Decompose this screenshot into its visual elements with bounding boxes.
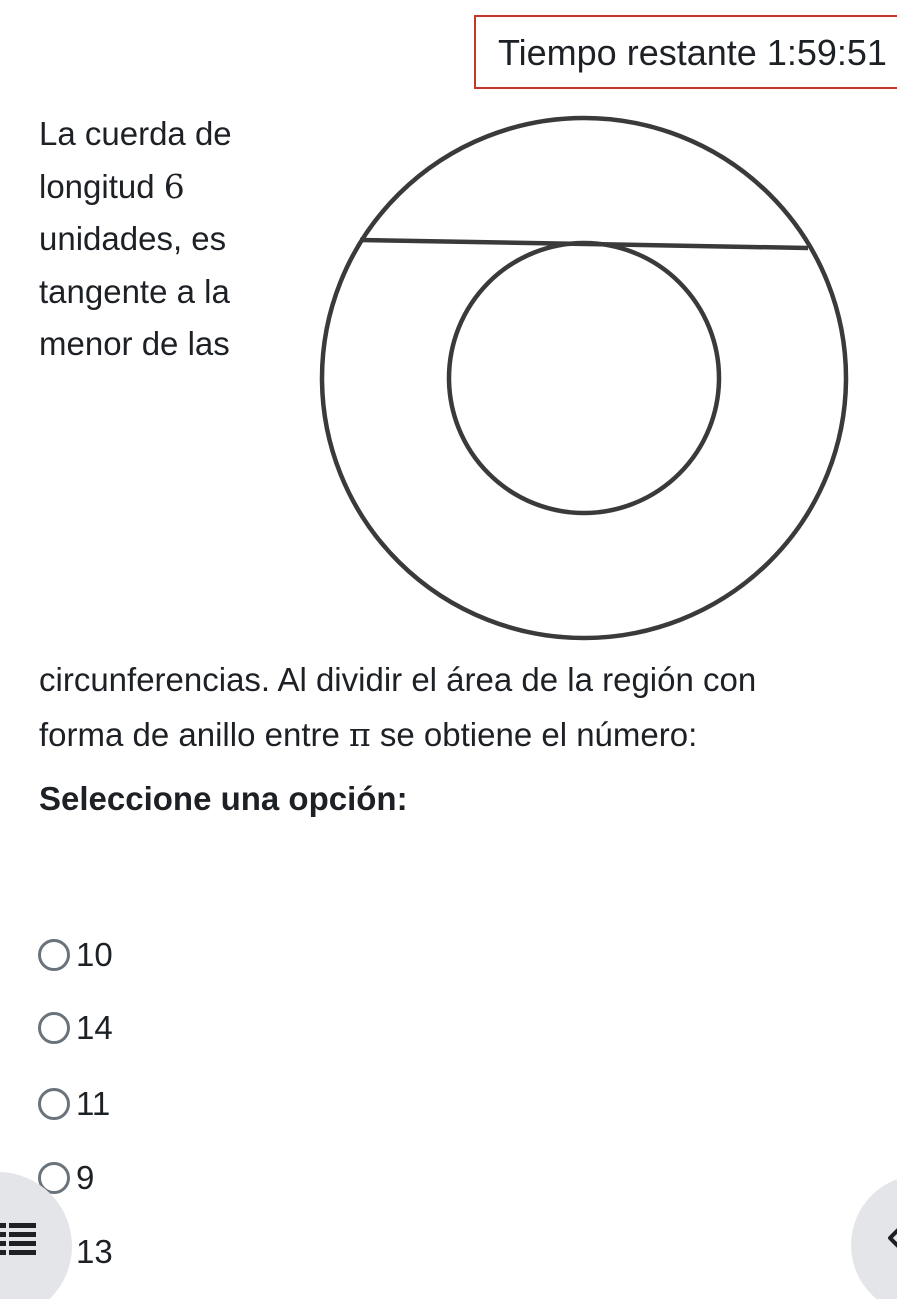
option-14[interactable] bbox=[38, 1008, 113, 1048]
time-remaining-box bbox=[474, 15, 897, 89]
question-line: unidades, es bbox=[39, 220, 227, 257]
option-label[interactable]: 9 bbox=[76, 1159, 95, 1196]
list-icon bbox=[0, 1222, 36, 1256]
chord-length-value: 6 bbox=[163, 166, 185, 206]
question-line: tangente a la bbox=[39, 272, 230, 310]
time-remaining-value: 1:59:51 bbox=[766, 32, 887, 73]
chevron-left-icon bbox=[885, 1223, 897, 1253]
option-11[interactable] bbox=[38, 1084, 110, 1124]
concentric-circles-figure bbox=[310, 104, 860, 652]
question-line: La cuerda de bbox=[39, 115, 232, 152]
question-text-continued bbox=[39, 652, 889, 762]
radio-button[interactable] bbox=[38, 939, 70, 971]
option-label[interactable]: 14 bbox=[76, 1009, 113, 1046]
question-line: longitud 6 bbox=[39, 166, 185, 206]
radio-button[interactable] bbox=[38, 1012, 70, 1044]
time-remaining-text bbox=[498, 32, 887, 74]
question-line: forma de anillo entre π se obtiene el número: bbox=[39, 715, 698, 754]
inner-circle bbox=[449, 243, 719, 513]
question-line: menor de las bbox=[39, 325, 230, 362]
outer-circle bbox=[322, 118, 846, 638]
option-10[interactable] bbox=[38, 935, 113, 975]
radio-button[interactable] bbox=[38, 1088, 70, 1120]
time-remaining-label: Tiempo restante bbox=[498, 32, 757, 73]
question-line: circunferencias. Al dividir el área de la región con bbox=[39, 661, 757, 698]
drawer-toggle-button[interactable] bbox=[851, 1175, 897, 1299]
option-label[interactable]: 13 bbox=[76, 1233, 113, 1270]
question-text-left bbox=[39, 108, 289, 371]
pi-symbol: π bbox=[349, 715, 371, 754]
option-label[interactable]: 10 bbox=[76, 936, 113, 973]
option-label[interactable]: 11 bbox=[76, 1085, 111, 1122]
select-option-prompt: Seleccione una opción: bbox=[39, 780, 408, 817]
